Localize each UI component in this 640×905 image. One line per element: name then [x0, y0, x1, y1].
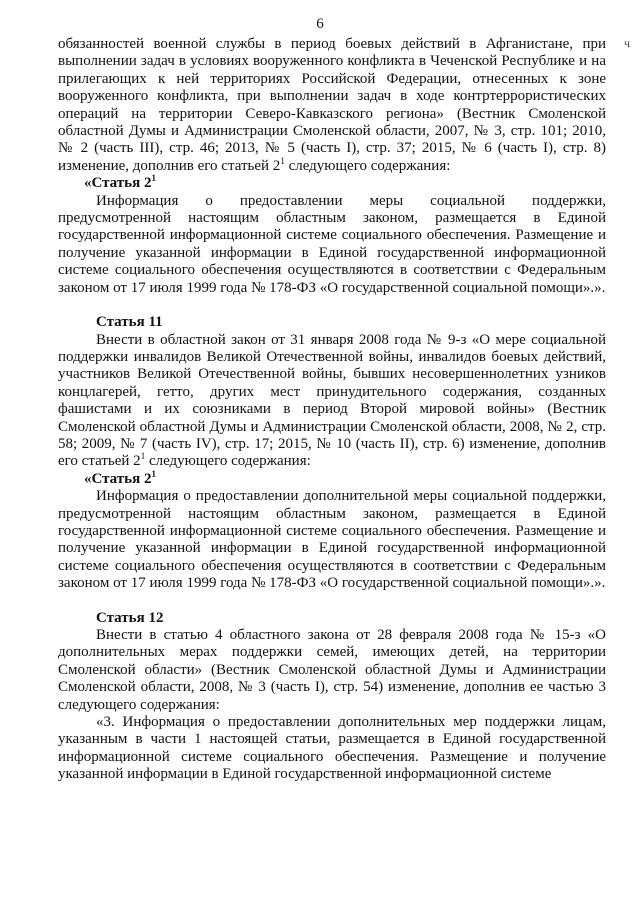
block1-title-text: «Статья 2: [84, 175, 152, 192]
article11-sup: 1: [140, 451, 146, 462]
intro-tail: следующего содержания:: [284, 157, 451, 174]
article12-text: Внести в статью 4 областного закона от 28 февраля 2008 года № 15-з «О дополнительных мерах поддержки семей, имеющих детей, на территории Смоленской области» (Вестник Смоленской областной Думы и Администрации Смоленской области, 2008, № 3 (часть I), стр. 54) изменение, дополнив ее частью 3 следующего содержания:: [58, 627, 606, 713]
article11-quote-title-text: «Статья 2: [84, 470, 152, 487]
block1-title: [58, 175, 606, 192]
article12-quote-text: «3. Информация о предоставлении дополнительных мер поддержки лицам, указанным в части 1 настоящей статьи, размещается в Единой государственной информационной системе социального обеспечения. Размещение и получение указанной информации в Единой государственной информационной системе: [58, 714, 606, 783]
corner-mark: ч: [623, 36, 630, 50]
intro-text: обязанностей военной службы в период боевых действий в Афганистане, при выполнении задач в условиях вооруженного конфликта в Чеченской Республике и на прилегающих к ней территориях Российской Федерации, отнесенных к зоне вооруженного конфликта, при выполнении задач в ходе контртеррористических операций на территории Северо-Кавказского региона» (Вестник Смоленской областной Думы и Администрации Смоленской области, 2007, № 3, стр. 101; 2010, № 2 (часть III), стр. 46; 2013, № 5 (часть I), стр. 37; 2015, № 6 (часть I), стр. 8) изменение, дополнив его статьей 2: [58, 36, 606, 174]
document-body: [58, 36, 606, 784]
article11-quote-title-sup: 1: [151, 468, 156, 479]
block1-text: Информация о предоставлении меры социальной поддержки, предусмотренной настоящим областным законом, размещается в Единой государственной информационной системе социального обеспечения. Размещение и получение указанной информации в Единой государственной информационной системе социального обеспечения осуществляются в соответствии с Федеральным законом от 17 июля 1999 года № 178-ФЗ «О государственной социальной помощи».».: [58, 192, 606, 296]
intro-paragraph: [58, 36, 606, 175]
article11-tail: следующего содержания:: [145, 453, 311, 470]
page-number: 6: [316, 16, 324, 32]
intro-sup: 1: [280, 155, 285, 166]
article11-heading: Статья 11: [96, 314, 163, 331]
article12-heading: Статья 12: [96, 609, 164, 626]
article11-quote-text: Информация о предоставлении дополнительной меры социальной поддержки, предусмотренной настоящим областным законом, размещается в Единой государственной информационной системе социального обеспечения. Размещение и получение указанной информации в Единой государственной информационной системе социального обеспечения осуществляются в соответствии с Федеральным законом от 17 июля 1999 года № 178-ФЗ «О государственной социальной помощи».».: [58, 488, 606, 592]
article11-text: Внести в областной закон от 31 января 2008 года № 9-з «О мере социальной поддержки инвалидов Великой Отечественной войны, инвалидов боевых действий, участников Великой Отечественной войны, бывших несовершеннолетних узников концлагерей, гетто, других мест принудительного содержания, созданных фашистами и их союзниками в период Второй мировой войны» (Вестник Смоленской областной Думы и Администрации Смоленской области, 2008, № 2, стр. 58; 2009, № 7 (часть IV), стр. 17; 2015, № 10 (часть II), стр. 6) изменение, дополнив его статьей 2: [58, 331, 606, 470]
article11-quote-title: [58, 468, 606, 488]
article11-paragraph: [58, 332, 606, 471]
block1-title-sup: 1: [151, 173, 156, 184]
